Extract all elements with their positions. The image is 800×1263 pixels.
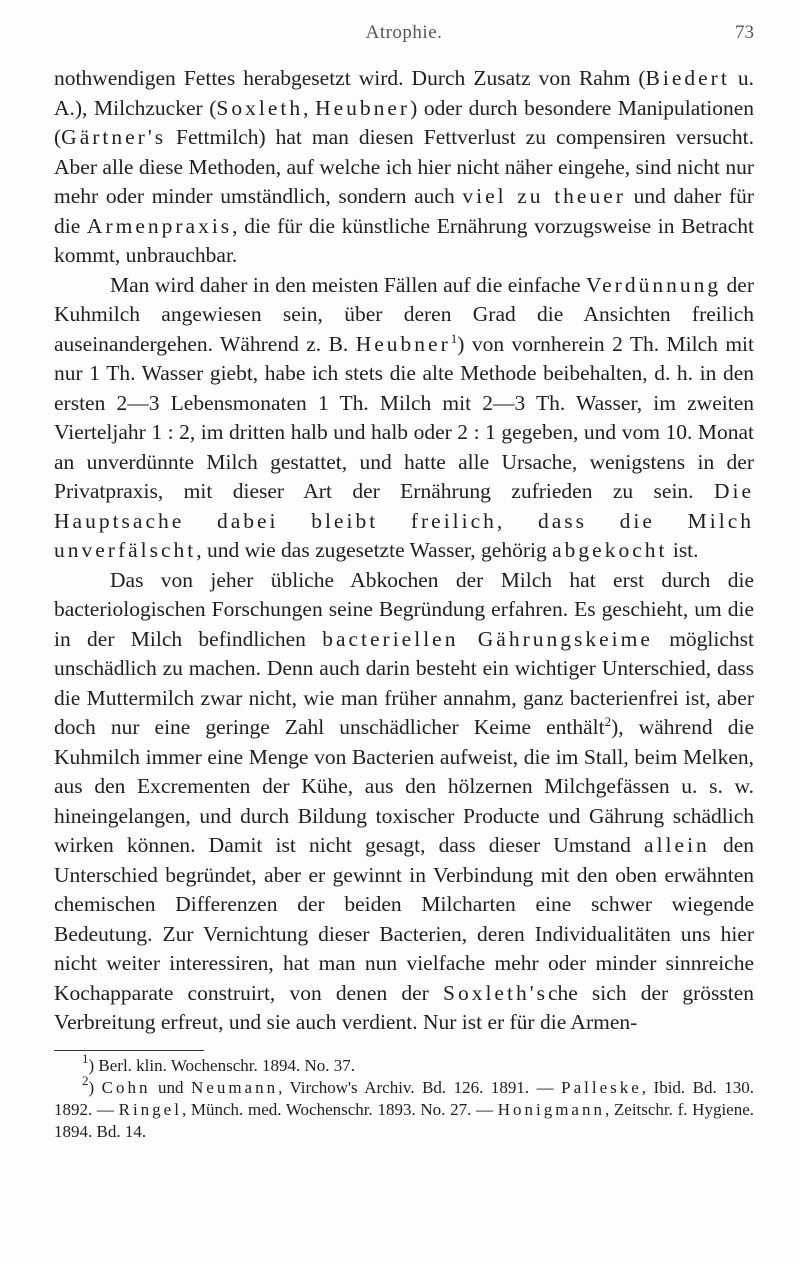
text-run: , Münch. med. Wochenschr. 1893. No. 27. — xyxy=(181,1099,498,1119)
footnote-divider xyxy=(54,1050,204,1051)
footnotes xyxy=(54,1050,755,1143)
author-name: Heubner xyxy=(315,95,411,120)
text-run: und xyxy=(150,1077,191,1097)
text-run: den Unterschied begründet, aber er gewinnt in Verbindung mit den oben erwähnten chemischen Differenzen der beiden Milcharten eine schwer wiegende Bedeutung. Zur Vernichtung dieser Bacterien, deren Individualitäten uns hier nicht weiter interessiren, hat man nun vielfache mehr oder minder sinnreiche Kochapparate construirt, von denen der xyxy=(54,833,754,1005)
text-run: und daher für die xyxy=(54,184,754,238)
emphasis: allein xyxy=(644,833,710,857)
text-run: ) xyxy=(88,1077,102,1097)
author-name: Heubner xyxy=(355,331,451,356)
text-run: ) oder durch besondere Manipulationen ( xyxy=(54,95,755,149)
text-run: , die für die künstliche Ernährung vorzugsweise in Betracht kommt, unbrauchbar. xyxy=(54,213,754,267)
page xyxy=(54,0,754,1143)
text-run: , Virchow's Archiv. Bd. 126. 1891. — xyxy=(278,1077,562,1097)
footnote-ref: 1 xyxy=(450,330,458,346)
text-run: ), während die Kuhmilch immer eine Menge von Bacterien aufweist, die im Stall, beim Melken, aus den Excrementen der Kühe, aus den hölzernen Milchgefässen u. s. w. hineingelangen, und durch Bildung toxischer Producte und Gährung schädlich wirken können. Damit ist nicht gesagt, dass dieser Umstand xyxy=(54,715,754,857)
paragraph-3 xyxy=(54,566,754,1038)
paragraph-1 xyxy=(54,64,754,271)
author-name: Palleske xyxy=(561,1077,642,1097)
text-run: 1 xyxy=(82,1050,89,1066)
text-run: ist. xyxy=(667,538,699,562)
author-name: Cohn xyxy=(101,1077,151,1097)
author-name: Neumann xyxy=(191,1077,279,1097)
text-run: , Zeitschr. f. Hygiene. 1894. Bd. 14. xyxy=(54,1099,755,1141)
author-name: Soxleth's xyxy=(443,980,548,1005)
text-run: , und wie das zugesetzte Wasser, gehörig xyxy=(196,538,553,562)
footnote-1 xyxy=(54,1050,754,1077)
text-run: nothwendigen Fettes herabgesetzt wird. Durch Zusatz von Rahm ( xyxy=(54,66,646,90)
page-number: 73 xyxy=(735,22,754,43)
emphasis: Die Hauptsache dabei bleibt freilich, dass die Milch unverfälscht xyxy=(54,479,754,562)
footnote-ref: 2 xyxy=(604,714,612,729)
text-run: , xyxy=(303,95,316,120)
emphasis: Verdünnung xyxy=(585,272,722,297)
text-run: che sich der grössten Verbreitung erfreut, und sie auch verdient. Nur ist er für die Armen- xyxy=(54,980,754,1034)
main-text xyxy=(54,64,754,1038)
author-name: Soxleth xyxy=(216,95,304,120)
author-name: Ringel xyxy=(118,1099,182,1119)
author-name: Gärtner's xyxy=(61,125,167,149)
emphasis: abgekocht xyxy=(552,538,668,562)
emphasis: viel zu theuer xyxy=(462,184,626,208)
author-name: Biedert xyxy=(645,66,730,90)
running-title: Atrophie. xyxy=(365,22,443,43)
text-run: Man wird daher in den meisten Fällen auf die einfache xyxy=(110,272,586,297)
text-run: Das von jeher übliche Abkochen der Milch hat erst durch die bacteriologischen Forschungen seine Begründung erfahren. Es geschieht, um die in der Milch befindlichen xyxy=(54,567,754,651)
text-run: möglichst unschädlich zu machen. Denn auch darin besteht ein wichtiger Unterschied, dass die Muttermilch zwar nicht, wie man früher annahm, ganz bacterienfrei ist, aber doch nur eine geringe Zahl unschädlicher Keime enthält xyxy=(54,626,754,739)
emphasis: Armenpraxis xyxy=(86,213,233,238)
paragraph-2 xyxy=(54,271,754,566)
author-name: Honigmann xyxy=(497,1099,605,1119)
text-run: der Kuhmilch angewiesen sein, über deren Grad die Ansichten freilich auseinandergehen. Während z. B. xyxy=(54,272,754,356)
text-run: Fettmilch) hat man diesen Fettverlust zu compensiren versucht. Aber alle diese Methoden, auf welche ich hier nicht näher eingehe, sind nicht nur mehr oder minder umständlich, sondern auch xyxy=(54,125,754,208)
footnote-2 xyxy=(54,1072,755,1143)
text-run: ) von vornherein 2 Th. Milch mit nur 1 Th. Wasser giebt, habe ich stets die alte Methode beibehalten, d. h. in den ersten 2—3 Lebensmonaten 1 Th. Milch mit 2—3 Th. Wasser, im zweiten Vierteljahr 1 : 2, im dritten halb und halb oder 2 : 1 gegeben, und vom 10. Monat an unverdünnte Milch gestattet, und hatte alle Ursache, wenigstens in der Privatpraxis, mit dieser Art der Ernährung zufrieden zu sein. xyxy=(54,331,754,503)
text-run: , Ibid. Bd. 130. 1892. — xyxy=(54,1077,754,1119)
text-run: u. A.), Milchzucker ( xyxy=(54,66,754,120)
emphasis: bacteriellen Gährungskeime xyxy=(322,626,653,651)
text-run: ) Berl. klin. Wochenschr. 1894. No. 37. xyxy=(88,1055,356,1075)
running-header xyxy=(54,0,754,64)
text-run: 2 xyxy=(82,1072,89,1088)
